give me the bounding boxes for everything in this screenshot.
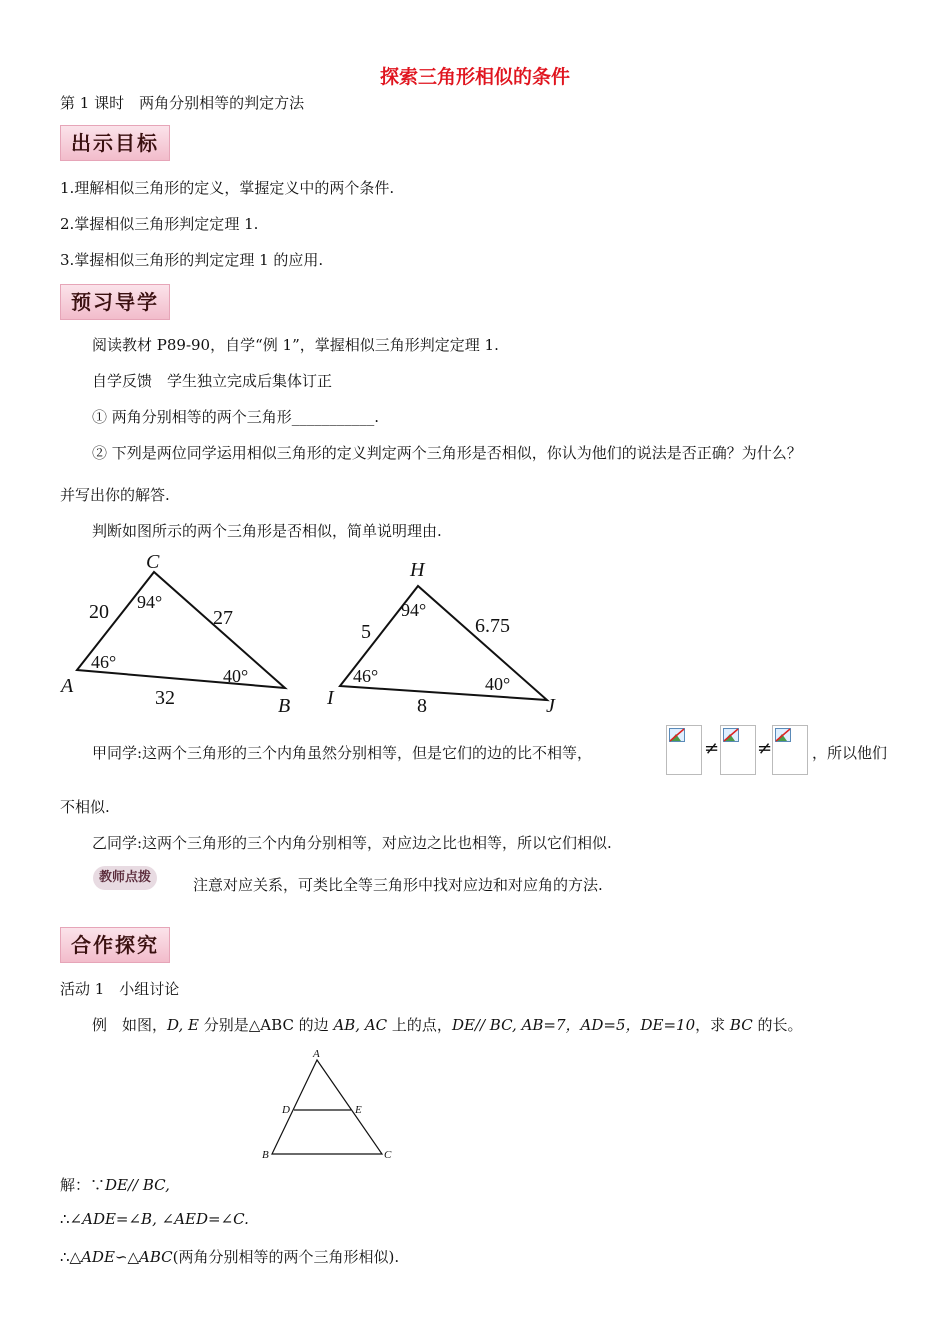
side-label: 8: [417, 695, 427, 717]
not-equal-sign: ≠: [757, 738, 773, 759]
vertex-label: C: [384, 1149, 392, 1161]
solution-text: ∴: [60, 1248, 70, 1266]
question-2-cont: 并写出你的解答.: [60, 486, 170, 504]
section-badge-preview: 预习导学: [60, 284, 170, 320]
goal-2: 2.掌握相似三角形判定定理 1.: [60, 215, 259, 233]
example-text: BC: [729, 1016, 753, 1034]
solution-text: (两角分别相等的两个三角形相似).: [172, 1248, 400, 1266]
example-text: 上的点，: [387, 1016, 452, 1034]
vertex-label: B: [262, 1149, 269, 1161]
image-placeholder-icon: [669, 728, 685, 742]
triangles-figure: [55, 548, 575, 718]
image-placeholder-icon: [723, 728, 739, 742]
side-label: 5: [361, 621, 371, 643]
fraction-image-3: [772, 725, 808, 775]
activity-title: 活动 1 小组讨论: [60, 980, 180, 998]
teacher-tip-text: 注意对应关系，可类比全等三角形中找对应边和对应角的方法.: [193, 876, 603, 894]
solution-text: ∠ADE=∠B, ∠AED=∠C.: [69, 1210, 249, 1228]
lesson-subtitle: 第 1 课时 两角分别相等的判定方法: [60, 94, 305, 112]
side-label: 20: [89, 601, 109, 623]
solution-text: △ADE∽△ABC: [69, 1248, 173, 1266]
solution-text: ∴: [60, 1210, 70, 1228]
judge-instruction: 判断如图所示的两个三角形是否相似，简单说明理由.: [92, 522, 442, 540]
angle-label: 46°: [91, 652, 117, 672]
example-text: 的长。: [752, 1016, 803, 1034]
example-text: 例 如图，: [92, 1016, 168, 1034]
solution-line-3: [60, 1246, 399, 1267]
vertex-label: A: [313, 1048, 320, 1060]
example-text: D, E: [167, 1016, 199, 1034]
vertex-label: E: [355, 1104, 362, 1116]
solution-line-2: [60, 1210, 249, 1228]
example-text: AB, AC: [333, 1016, 388, 1034]
vertex-label: H: [410, 559, 425, 581]
solution-line-1: [60, 1174, 170, 1195]
student-jia-tail: ，所以他们: [812, 744, 888, 762]
student-jia-cont: 不相似.: [60, 798, 110, 816]
vertex-label: A: [61, 675, 74, 697]
example-text: 分别是△ABC 的边: [199, 1016, 334, 1034]
goal-1: 1.理解相似三角形的定义，掌握定义中的两个条件.: [60, 179, 395, 197]
solution-text: 解：∵: [60, 1176, 106, 1194]
example-text: ，求: [695, 1016, 730, 1034]
angle-label: 40°: [223, 666, 249, 686]
example-problem: [92, 1014, 802, 1035]
side-label: 6.75: [475, 615, 510, 637]
vertex-label: I: [327, 687, 334, 709]
triangle-ade-figure: [258, 1046, 398, 1162]
goal-3: 3.掌握相似三角形的判定定理 1 的应用.: [60, 251, 324, 269]
question-2: ② 下列是两位同学运用相似三角形的定义判定两个三角形是否相似，你认为他们的说法是否正确？为什么？: [92, 444, 802, 462]
not-equal-sign: ≠: [704, 738, 720, 759]
vertex-label: C: [146, 551, 160, 573]
vertex-label: B: [278, 695, 291, 717]
fraction-image-1: [666, 725, 702, 775]
angle-label: 40°: [485, 674, 511, 694]
vertex-label: D: [282, 1104, 290, 1116]
side-label: 27: [213, 607, 233, 629]
vertex-label: J: [546, 695, 555, 717]
angle-label: 94°: [401, 600, 427, 620]
preview-feedback: 自学反馈 学生独立完成后集体订正: [92, 372, 333, 390]
question-1: ① 两角分别相等的两个三角形___________.: [92, 408, 380, 426]
student-yi: 乙同学:这两个三角形的三个内角分别相等，对应边之比也相等，所以它们相似.: [92, 834, 612, 852]
angle-label: 94°: [137, 592, 163, 612]
teacher-tip-badge: 教师点拨: [93, 866, 157, 890]
section-badge-goals: 出示目标: [60, 125, 170, 161]
image-placeholder-icon: [775, 728, 791, 742]
section-badge-explore: 合作探究: [60, 927, 170, 963]
fraction-image-2: [720, 725, 756, 775]
angle-label: 46°: [353, 666, 379, 686]
page-title: 探索三角形相似的条件: [379, 66, 570, 88]
example-text: DE// BC, AB=7，AD=5，DE=10: [451, 1016, 696, 1034]
side-label: 32: [155, 687, 175, 709]
preview-read: 阅读教材 P89-90，自学“例 1”，掌握相似三角形判定定理 1.: [92, 336, 499, 354]
student-jia: 甲同学:这两个三角形的三个内角虽然分别相等，但是它们的边的比不相等，: [92, 744, 593, 762]
solution-text: DE// BC,: [105, 1176, 170, 1194]
